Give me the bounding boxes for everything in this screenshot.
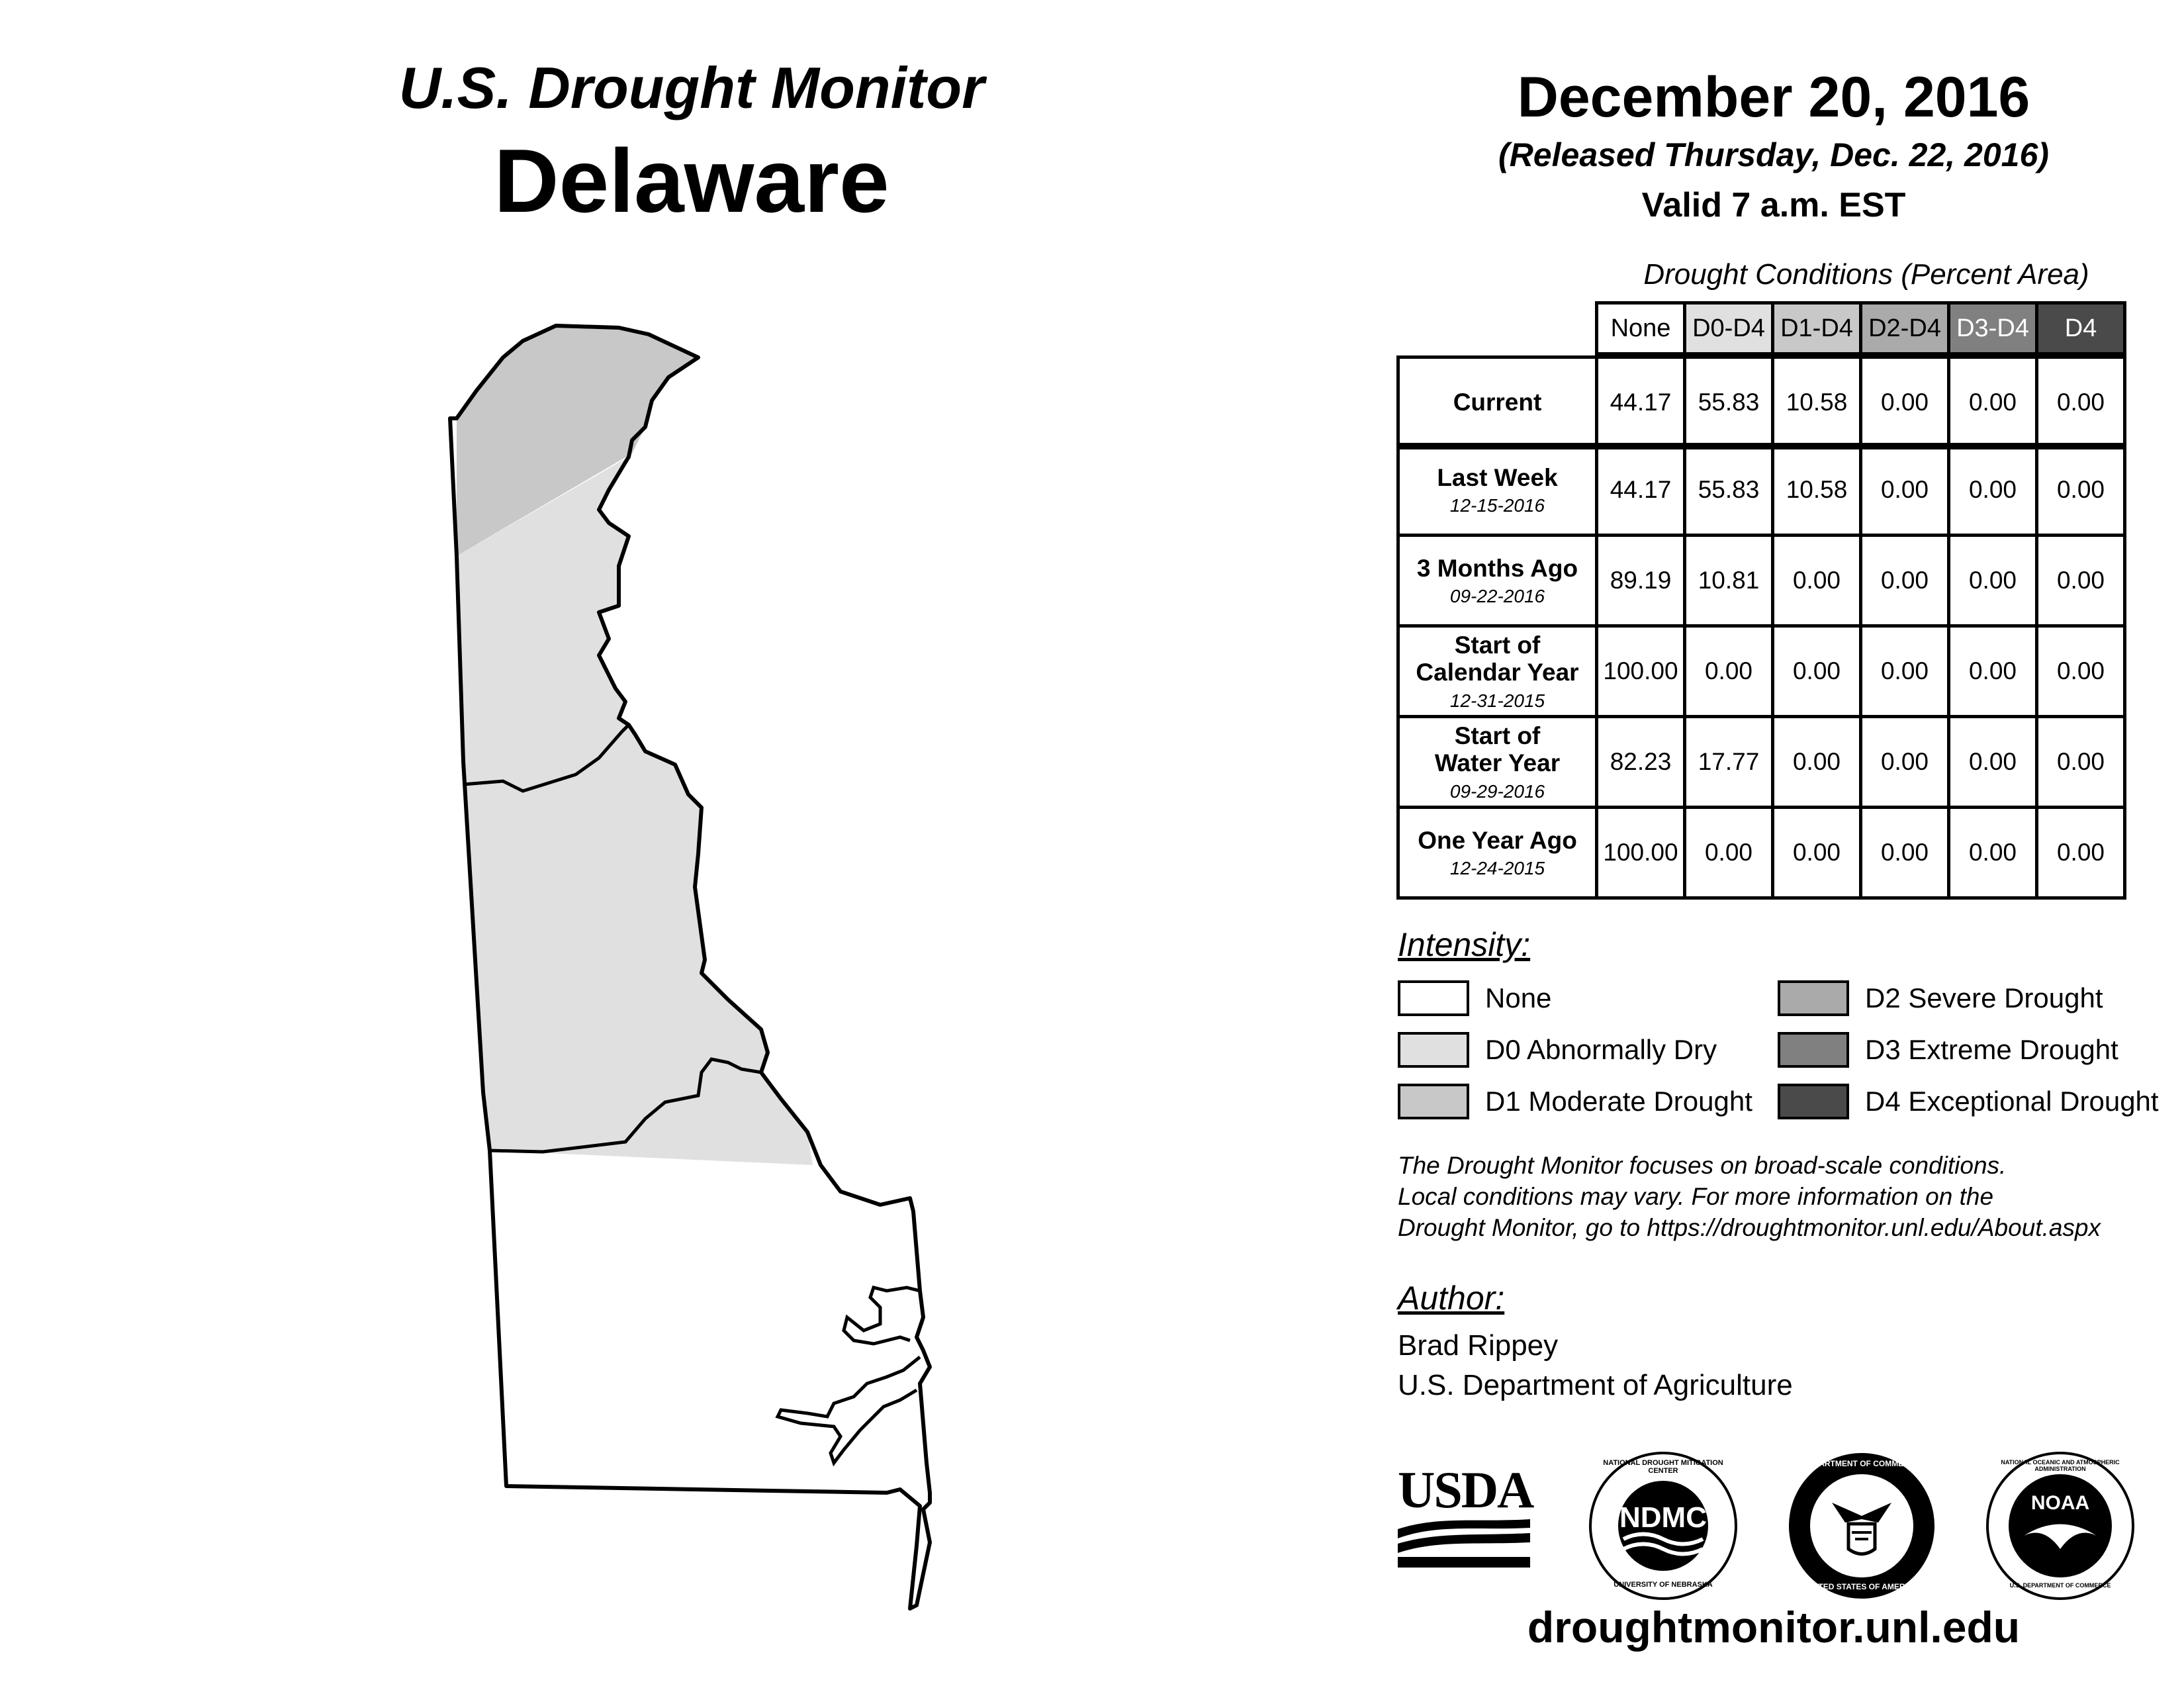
table-cell: 0.00 bbox=[1859, 715, 1950, 809]
table-cell: 0.00 bbox=[1947, 355, 2038, 449]
row-label: Start of Calendar Year 12-31-2015 bbox=[1396, 624, 1598, 718]
table-cell: 0.00 bbox=[2035, 443, 2126, 537]
legend-item-d2 bbox=[1778, 978, 2159, 1018]
row-label: Last Week 12-15-2016 bbox=[1396, 443, 1598, 537]
table-row bbox=[1396, 446, 2126, 537]
legend-swatch bbox=[1778, 980, 1849, 1016]
website-url[interactable]: droughtmonitor.unl.edu bbox=[1527, 1603, 2021, 1652]
legend-label: D4 Exceptional Drought bbox=[1865, 1086, 2159, 1117]
legend-item-d3 bbox=[1778, 1030, 2159, 1070]
legend-item-d1 bbox=[1398, 1082, 1752, 1121]
note-line: The Drought Monitor focuses on broad-scale conditions. bbox=[1398, 1152, 2007, 1179]
legend-label: D3 Extreme Drought bbox=[1865, 1034, 2118, 1065]
ndmc-ring-text-top: NATIONAL DROUGHT MITIGATION CENTER bbox=[1603, 1459, 1723, 1475]
table-cell: 0.00 bbox=[2035, 715, 2126, 809]
table-cell: 0.00 bbox=[1683, 806, 1774, 900]
row-label: Start of Water Year 09-29-2016 bbox=[1396, 715, 1598, 809]
commerce-ring-text-top: DEPARTMENT OF COMMERCE bbox=[1803, 1459, 1921, 1468]
table-cell: 55.83 bbox=[1683, 355, 1774, 449]
legend-swatch bbox=[1398, 1084, 1469, 1119]
legend-item-d4 bbox=[1778, 1082, 2159, 1121]
table-cell: 0.00 bbox=[2035, 355, 2126, 449]
note-line: Local conditions may vary. For more information on the bbox=[1398, 1182, 1994, 1210]
legend-column-right bbox=[1778, 978, 2159, 1121]
noaa-bird-icon bbox=[1984, 1450, 2136, 1602]
author-organization: U.S. Department of Agriculture bbox=[1398, 1369, 1793, 1401]
table-cell: 0.00 bbox=[1683, 624, 1774, 718]
col-header-none: None bbox=[1595, 301, 1686, 355]
ndmc-seal bbox=[1587, 1450, 1739, 1602]
table-cell: 0.00 bbox=[1859, 443, 1950, 537]
table-header-row bbox=[1595, 301, 2126, 355]
usda-logo bbox=[1398, 1461, 1533, 1567]
col-header-d0-d4: D0-D4 bbox=[1683, 301, 1774, 355]
table-cell: 0.00 bbox=[1859, 806, 1950, 900]
table-cell: 0.00 bbox=[1859, 534, 1950, 628]
table-cell: 0.00 bbox=[1947, 534, 2038, 628]
row-label: 3 Months Ago 09-22-2016 bbox=[1396, 534, 1598, 628]
table-row bbox=[1396, 628, 2126, 718]
table-cell: 0.00 bbox=[2035, 624, 2126, 718]
table-cell: 0.00 bbox=[1859, 624, 1950, 718]
row-label: One Year Ago 12-24-2015 bbox=[1396, 806, 1598, 900]
legend-swatch bbox=[1778, 1084, 1849, 1119]
table-cell: 10.58 bbox=[1771, 355, 1862, 449]
legend-swatch bbox=[1398, 1032, 1469, 1068]
table-cell: 0.00 bbox=[1771, 624, 1862, 718]
table-caption: Drought Conditions (Percent Area) bbox=[1643, 258, 2089, 291]
table-cell: 89.19 bbox=[1595, 534, 1686, 628]
table-cell: 0.00 bbox=[1771, 715, 1862, 809]
disclaimer-note bbox=[1398, 1150, 2179, 1244]
legend-label: D1 Moderate Drought bbox=[1485, 1086, 1752, 1117]
table-cell: 44.17 bbox=[1595, 355, 1686, 449]
table-cell: 0.00 bbox=[1947, 806, 2038, 900]
noaa-seal bbox=[1984, 1450, 2136, 1602]
map-date: December 20, 2016 bbox=[1517, 66, 2030, 129]
col-header-d1-d4: D1-D4 bbox=[1771, 301, 1862, 355]
col-header-d4: D4 bbox=[2035, 301, 2126, 355]
table-cell: 55.83 bbox=[1683, 443, 1774, 537]
usda-hills-icon bbox=[1398, 1516, 1530, 1569]
table-cell: 0.00 bbox=[1771, 806, 1862, 900]
table-cell: 0.00 bbox=[1947, 624, 2038, 718]
legend-item-d0 bbox=[1398, 1030, 1752, 1070]
map-rehoboth-bay bbox=[844, 1288, 920, 1344]
ndmc-logo-text: NDMC bbox=[1619, 1501, 1707, 1534]
commerce-seal bbox=[1786, 1450, 1938, 1602]
author-heading: Author: bbox=[1398, 1280, 1505, 1317]
row-date: 12-31-2015 bbox=[1449, 690, 1545, 711]
note-line: Drought Monitor, go to https://droughtmonitor.unl.edu/About.aspx bbox=[1398, 1213, 2101, 1241]
table-cell: 100.00 bbox=[1595, 806, 1686, 900]
table-cell: 0.00 bbox=[2035, 534, 2126, 628]
table-row bbox=[1396, 355, 2126, 446]
table-cell: 44.17 bbox=[1595, 443, 1686, 537]
delaware-drought-map bbox=[0, 0, 993, 1688]
drought-conditions-table bbox=[1396, 301, 2126, 900]
legend-item-none bbox=[1398, 978, 1752, 1018]
valid-time: Valid 7 a.m. EST bbox=[1641, 186, 1906, 224]
noaa-ring-text-bottom: U.S. DEPARTMENT OF COMMERCE bbox=[2009, 1582, 2111, 1589]
table-cell: 0.00 bbox=[1947, 443, 2038, 537]
legend-swatch bbox=[1398, 980, 1469, 1016]
table-cell: 10.58 bbox=[1771, 443, 1862, 537]
row-date: 09-22-2016 bbox=[1449, 586, 1545, 607]
map-inland-bay bbox=[778, 1357, 920, 1463]
table-row bbox=[1396, 809, 2126, 900]
table-cell: 0.00 bbox=[1947, 715, 2038, 809]
row-date: 12-24-2015 bbox=[1449, 858, 1545, 879]
author-name: Brad Rippey bbox=[1398, 1329, 1559, 1362]
usda-logo-text: USDA bbox=[1398, 1461, 1533, 1519]
legend-label: None bbox=[1485, 982, 1552, 1013]
table-cell: 0.00 bbox=[1859, 355, 1950, 449]
legend-label: D2 Severe Drought bbox=[1865, 982, 2103, 1013]
map-region-d0 bbox=[457, 457, 813, 1165]
legend-label: D0 Abnormally Dry bbox=[1485, 1034, 1717, 1065]
commerce-ring-text-bottom: UNITED STATES OF AMERICA bbox=[1804, 1582, 1919, 1591]
table-cell: 17.77 bbox=[1683, 715, 1774, 809]
col-header-d3-d4: D3-D4 bbox=[1947, 301, 2038, 355]
state-name: Delaware bbox=[494, 130, 889, 231]
noaa-ring-text-top: NATIONAL OCEANIC AND ATMOSPHERIC ADMINISTRATION bbox=[2001, 1459, 2120, 1472]
release-date: (Released Thursday, Dec. 22, 2016) bbox=[1498, 136, 2049, 173]
table-cell: 0.00 bbox=[1771, 534, 1862, 628]
product-title: U.S. Drought Monitor bbox=[398, 55, 985, 120]
commerce-eagle-icon bbox=[1786, 1450, 1938, 1602]
ndmc-ring-text-bottom: UNIVERSITY OF NEBRASKA bbox=[1614, 1581, 1713, 1589]
table-cell: 10.81 bbox=[1683, 534, 1774, 628]
table-row bbox=[1396, 718, 2126, 809]
legend-column-left bbox=[1398, 978, 1752, 1121]
table-cell: 82.23 bbox=[1595, 715, 1686, 809]
row-date: 09-29-2016 bbox=[1449, 780, 1545, 802]
col-header-d2-d4: D2-D4 bbox=[1859, 301, 1950, 355]
noaa-logo-text: NOAA bbox=[2030, 1492, 2090, 1514]
table-cell: 100.00 bbox=[1595, 624, 1686, 718]
row-date: 12-15-2016 bbox=[1449, 495, 1545, 516]
table-cell: 0.00 bbox=[2035, 806, 2126, 900]
table-row bbox=[1396, 537, 2126, 628]
legend-swatch bbox=[1778, 1032, 1849, 1068]
row-label: Current bbox=[1396, 355, 1598, 449]
legend-title: Intensity: bbox=[1398, 926, 1531, 963]
